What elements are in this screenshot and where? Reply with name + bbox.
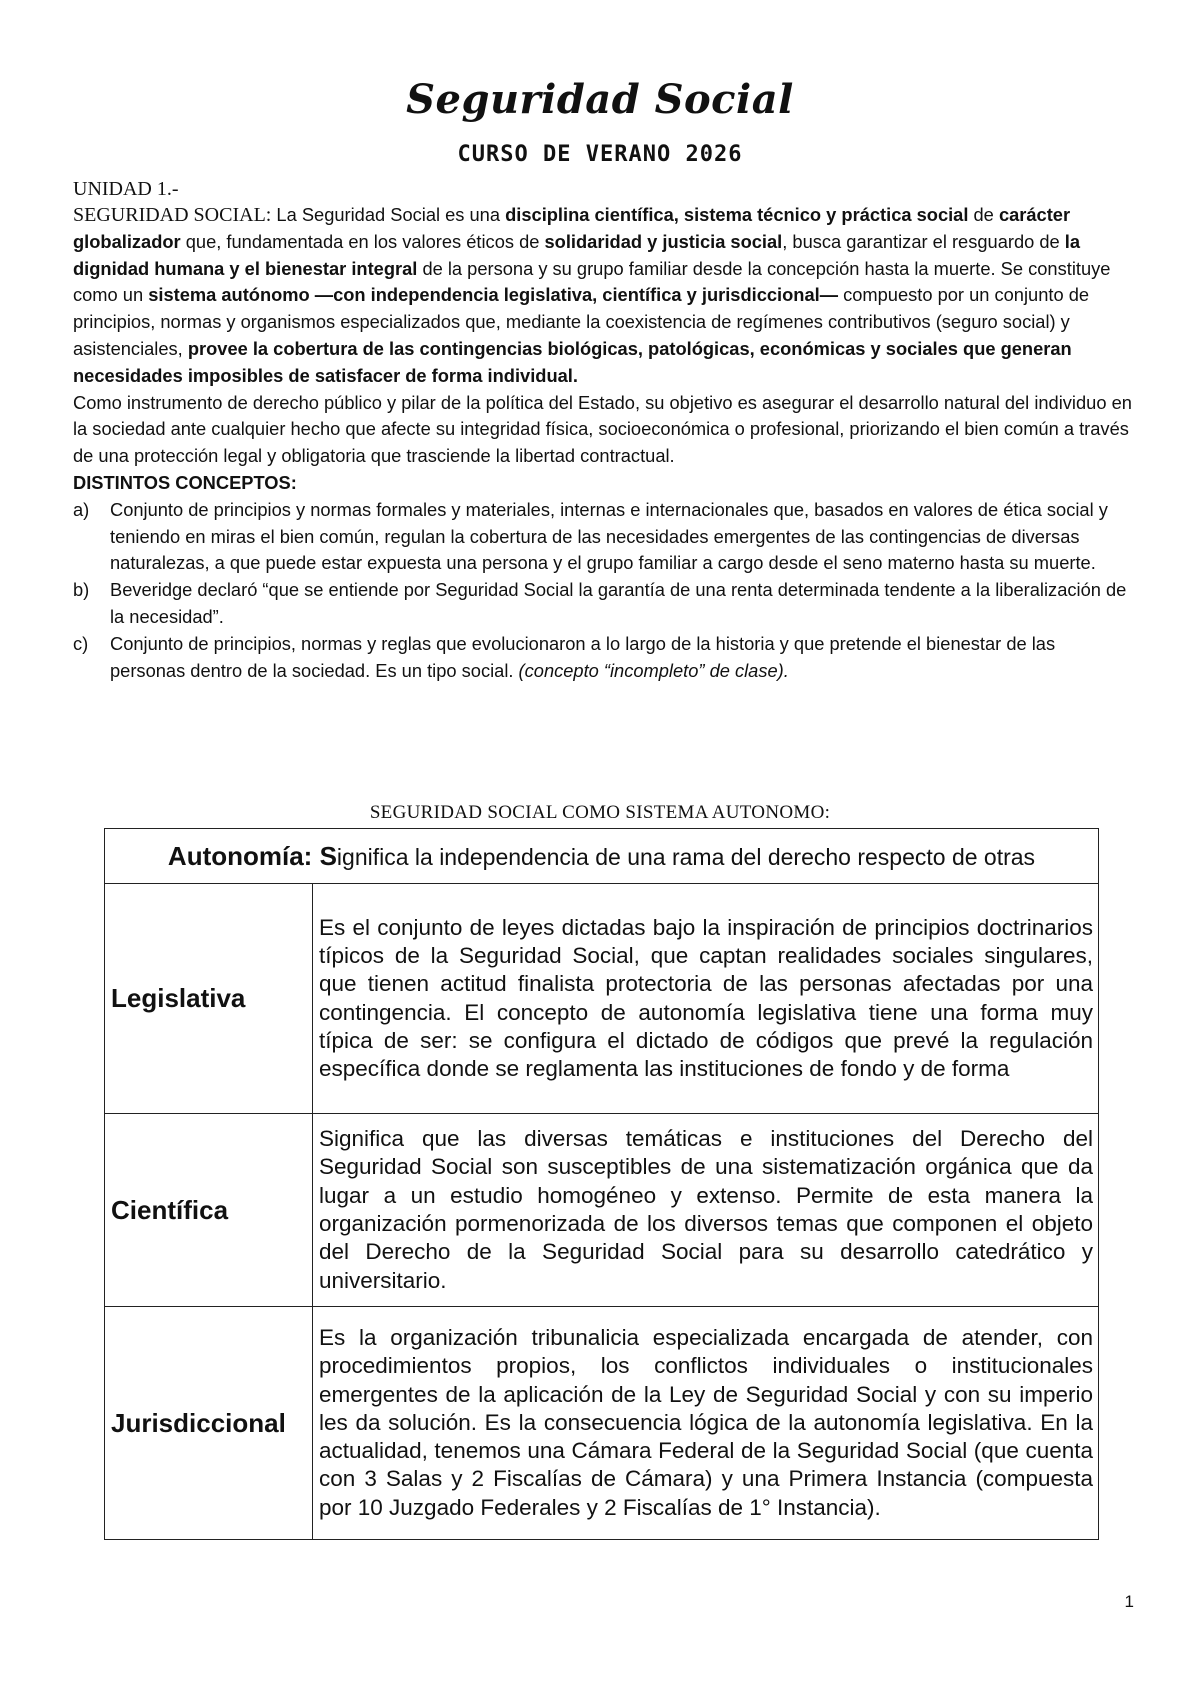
table-header-cell [105,829,1099,884]
definition-bold: la dignidad humana y el bienestar integral [73,230,1081,279]
definition-bold: sistema autónomo —con independencia legislativa, científica y jurisdiccional— [148,284,838,306]
row-label-legislativa: Legislativa [105,884,313,1114]
table-row [105,1307,1099,1540]
definition-text: compuesto por un conjunto de principios, normas y organismos especializados que, mediante la coexistencia de regímenes contributivos (seguro social) y asistenciales, [73,284,1090,359]
autonomy-label: Autonomía: S [167,840,337,871]
table-row [105,884,1099,1114]
definition-text: de [968,204,999,225]
document-body [73,176,1135,684]
definition-bold: disciplina científica, sistema técnico y práctica social [505,204,969,225]
definition-term: SEGURIDAD SOCIAL: [73,204,272,226]
document-title: Seguridad Social [406,76,794,123]
row-text-cientifica: Significa que las diversas temáticas e instituciones del Derecho del Seguridad Social son susceptibles de una sistematización orgánica que da lugar a un estudio homogéneo y extenso. Permite de esta manera la organización pormenorizada de los diversos temas que componen el objeto del Derecho de la Seguridad Social para su desarrollo catedrático y universitario. [313,1114,1099,1307]
concepts-list [73,497,1135,685]
row-label-jurisdiccional: Jurisdiccional [105,1307,313,1540]
row-text-jurisdiccional: Es la organización tribunalicia especializada encargada de atender, con procedimientos propios, los conflictos individuales o institucionales emergentes de la aplicación de la Ley de Seguridad Social y con su imperio les da solución. Es la consecuencia lógica de la autonomía legislativa. En la actualidad, tenemos una Cámara Federal de la Seguridad Social (que cuenta con 3 Salas y 2 Fiscalías de Cámara) y una Primera Instancia (compuesta por 10 Juzgado Federales y 2 Fiscalías de 1° Instancia). [313,1307,1099,1540]
autonomy-table [104,828,1099,1540]
definition-text: La Seguridad Social es una [271,204,506,225]
list-item-text: Beveridge declaró “que se entiende por Seguridad Social la garantía de una renta determinada tendente a la liberalización de la necesidad”. [110,579,1127,627]
list-item [73,631,1135,685]
definition-text: de la persona y su grupo familiar desde la concepción hasta la muerte. Se constituye como un [73,257,1111,306]
list-item-letter: c) [73,632,89,654]
definition-paragraph [73,202,1135,390]
list-item-letter: a) [73,498,90,520]
row-label-cientifica: Científica [105,1114,313,1307]
autonomy-definition: ignifica la independencia de una rama del derecho respecto de otras [336,843,1036,870]
list-item-note: (concepto “incompleto” de clase). [518,659,789,681]
row-text-legislativa: Es el conjunto de leyes dictadas bajo la inspiración de principios doctrinarios típicos de la Seguridad Social, que captan realidades sociales singulares, que tienen actitud finalista protectoria de las personas afectadas por una contingencia. El concepto de autonomía legislativa tiene una forma muy típica de ser: se configura el dictado de códigos que prevé la regulación específica donde se reglamenta las instituciones de fondo y de forma [313,884,1099,1114]
document-subtitle: CURSO DE VERANO 2026 [457,142,743,167]
table-title: SEGURIDAD SOCIAL COMO SISTEMA AUTONOMO: [369,802,831,823]
page-number: 1 [1124,1592,1134,1611]
definition-bold: provee la cobertura de las contingencias biológicas, patológicas, económicas y sociales que generan necesidades imposibles de satisfacer de forma individual. [73,337,1072,386]
objective-paragraph: Como instrumento de derecho público y pilar de la política del Estado, su objetivo es asegurar el desarrollo natural del individuo en la sociedad ante cualquier hecho que afecte su integridad física, socioeconómica o profesional, priorizando el bien común a través de una protección legal y obligatoria que trasciende la libertad contractual. [73,391,1132,467]
list-item [73,577,1135,631]
definition-bold: solidaridad y justicia social [544,230,783,252]
list-item [73,497,1135,577]
definition-text: , busca garantizar el resguardo de [782,230,1065,252]
list-item-letter: b) [73,579,90,601]
table-row [105,1114,1099,1307]
definition-text: que, fundamentada en los valores éticos de [180,230,545,252]
concepts-heading: DISTINTOS CONCEPTOS: [73,471,297,493]
unit-heading: UNIDAD 1.- [73,178,179,200]
table-header-row [105,829,1099,884]
definition-bold: carácter globalizador [73,204,1071,252]
list-item-text: Conjunto de principios y normas formales y materiales, internas e internacionales que, basados en valores de ética social y teniendo en miras el bien común, regulan la cobertura de las necesidades emergentes de las contingencias de diversas naturalezas, a que puede estar expuesta una persona y el grupo familiar a cargo desde el seno materno hasta su muerte. [110,498,1108,574]
list-item-text: Conjunto de principios, normas y reglas que evolucionaron a lo largo de la historia y que pretende el bienestar de las personas dentro de la sociedad. Es un tipo social. [110,632,1056,681]
